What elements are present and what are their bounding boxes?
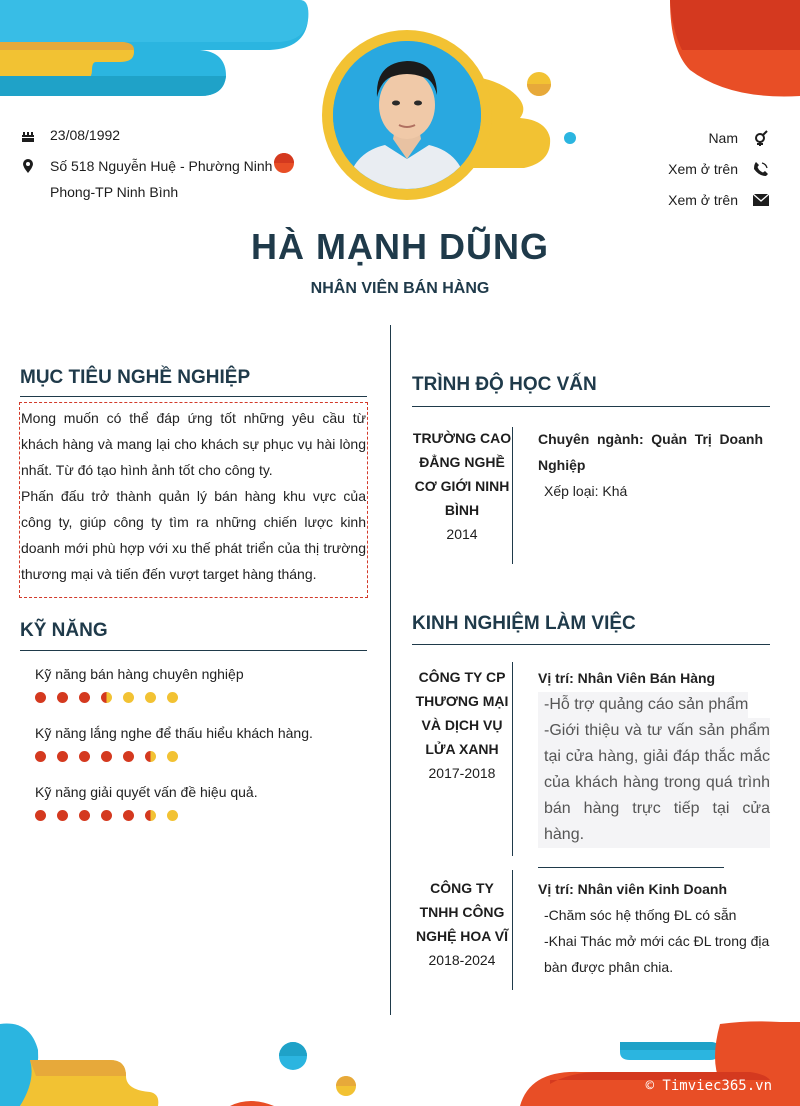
job-1-position: Vị trí: Nhân Viên Bán Hàng (538, 670, 716, 686)
objective-underline (20, 396, 367, 397)
location-pin-icon (20, 153, 38, 179)
skill-rating-3 (35, 810, 189, 821)
column-divider (390, 325, 391, 1015)
experience-underline (412, 644, 770, 645)
rating-dot (57, 810, 68, 821)
gender-icon (752, 130, 770, 146)
phone-text: Xem ở trên (668, 160, 738, 177)
education-details (538, 426, 763, 504)
rating-dot (101, 751, 112, 762)
job-2-bar (512, 870, 513, 990)
phone-icon (752, 161, 770, 177)
job-1-company-block (412, 665, 512, 785)
skills-underline (20, 650, 367, 651)
job-2-company: CÔNG TY TNHH CÔNG NGHỆ HOA VĨ (415, 880, 509, 944)
rating-dot (123, 751, 134, 762)
decor-bottom-left (0, 1020, 160, 1106)
profile-photo (333, 41, 481, 189)
education-bar (512, 427, 513, 564)
rating-dot (167, 810, 178, 821)
decor-top-right (670, 0, 800, 100)
rating-dot (35, 810, 46, 821)
education-year: 2014 (446, 526, 478, 542)
cake-icon (20, 122, 38, 148)
education-major: Chuyên ngành: Quản Trị Doanh Nghiệp (538, 431, 763, 473)
skill-rating-1 (35, 692, 189, 703)
rating-dot (101, 692, 112, 703)
candidate-role: NHÂN VIÊN BÁN HÀNG (310, 280, 490, 297)
education-school: TRƯỜNG CAO ĐẲNG NGHỀ CƠ GIỚI NINH BÌNH (412, 430, 512, 518)
objective-paragraph-2: Phấn đấu trở thành quản lý bán hàng khu vực của công ty, giúp công ty tìm ra những chiến lược kinh doanh mới phù hợp với xu thế phát triển của thị trường thương mại và tiến đến vượt target hàng tháng. (21, 488, 366, 582)
job-2-desc-2: -Khai Thác mở mới các ĐL trong địa bàn được phân chia. (544, 933, 770, 975)
job-2-desc-1: -Chăm sóc hệ thống ĐL có sẵn (544, 907, 737, 923)
copyright-text: © Timviec365.vn (645, 1078, 772, 1094)
job-2-position: Vị trí: Nhân viên Kinh Doanh (538, 881, 728, 897)
job-1-company: CÔNG TY CP THƯƠNG MẠI VÀ DỊCH VỤ LỬA XANH (415, 669, 509, 757)
rating-dot (57, 692, 68, 703)
rating-dot (167, 751, 178, 762)
rating-dot (79, 810, 90, 821)
skill-label-1: Kỹ năng bán hàng chuyên nghiệp (35, 666, 244, 682)
experience-title: KINH NGHIỆM LÀM VIỆC (412, 613, 636, 634)
email-text: Xem ở trên (668, 191, 738, 208)
rating-dot (101, 810, 112, 821)
job-2-details (538, 876, 770, 980)
education-underline (412, 406, 770, 407)
job-1-details (538, 665, 770, 848)
skill-label-2: Kỹ năng lắng nghe để thấu hiểu khách hàng. (35, 725, 313, 741)
address-text: Số 518 Nguyễn Huệ - Phường Ninh Phong-TP Ninh Bình (50, 158, 273, 200)
contact-left (20, 122, 290, 205)
job-1-period: 2017-2018 (428, 765, 496, 781)
phone-row (570, 153, 770, 184)
education-grade: Xếp loại: Khá (544, 483, 628, 499)
job-2-period: 2018-2024 (428, 952, 496, 968)
rating-dot (79, 751, 90, 762)
rating-dot (123, 810, 134, 821)
envelope-icon (752, 194, 770, 206)
rating-dot (145, 751, 156, 762)
rating-dot (167, 692, 178, 703)
birthday-text: 23/08/1992 (50, 127, 121, 143)
rating-dot (35, 692, 46, 703)
rating-dot (145, 692, 156, 703)
decor-bottom-center (230, 1040, 360, 1106)
rating-dot (123, 692, 134, 703)
skill-rating-2 (35, 751, 189, 762)
education-school-block (412, 426, 512, 546)
objective-box[interactable] (19, 402, 368, 598)
birthday-row (20, 122, 290, 148)
objective-paragraph-1: Mong muốn có thể đáp ứng tốt những yêu cầu từ khách hàng và mang lại cho khách sự phục vụ hài lòng nhất. Từ đó tạo hình ảnh tốt cho công ty. (21, 410, 366, 478)
education-title: TRÌNH ĐỘ HỌC VẤN (412, 374, 597, 395)
objective-title: MỤC TIÊU NGHỀ NGHIỆP (20, 367, 251, 388)
job-2-company-block (412, 876, 512, 972)
contact-right (570, 122, 770, 215)
address-row (20, 153, 290, 205)
skills-title: KỸ NĂNG (20, 620, 108, 641)
decor-top-left (0, 0, 310, 100)
email-row (570, 184, 770, 215)
job-1-desc-2: -Giới thiệu và tư vấn sản phẩm tại cửa hàng, giải đáp thắc mắc của khách hàng trong quá trình bán hàng trực tiếp tại cửa hàng. (538, 718, 770, 848)
skill-label-3: Kỹ năng giải quyết vấn đề hiệu quả. (35, 784, 258, 800)
gender-row (570, 122, 770, 153)
gender-text: Nam (708, 129, 738, 146)
candidate-name: HÀ MẠNH DŨNG (251, 226, 549, 267)
rating-dot (79, 692, 90, 703)
job-1-bar (512, 662, 513, 856)
job-1-desc-1: -Hỗ trợ quảng cáo sản phẩm (538, 692, 748, 718)
rating-dot (57, 751, 68, 762)
rating-dot (35, 751, 46, 762)
rating-dot (145, 810, 156, 821)
job-separator (538, 867, 724, 868)
